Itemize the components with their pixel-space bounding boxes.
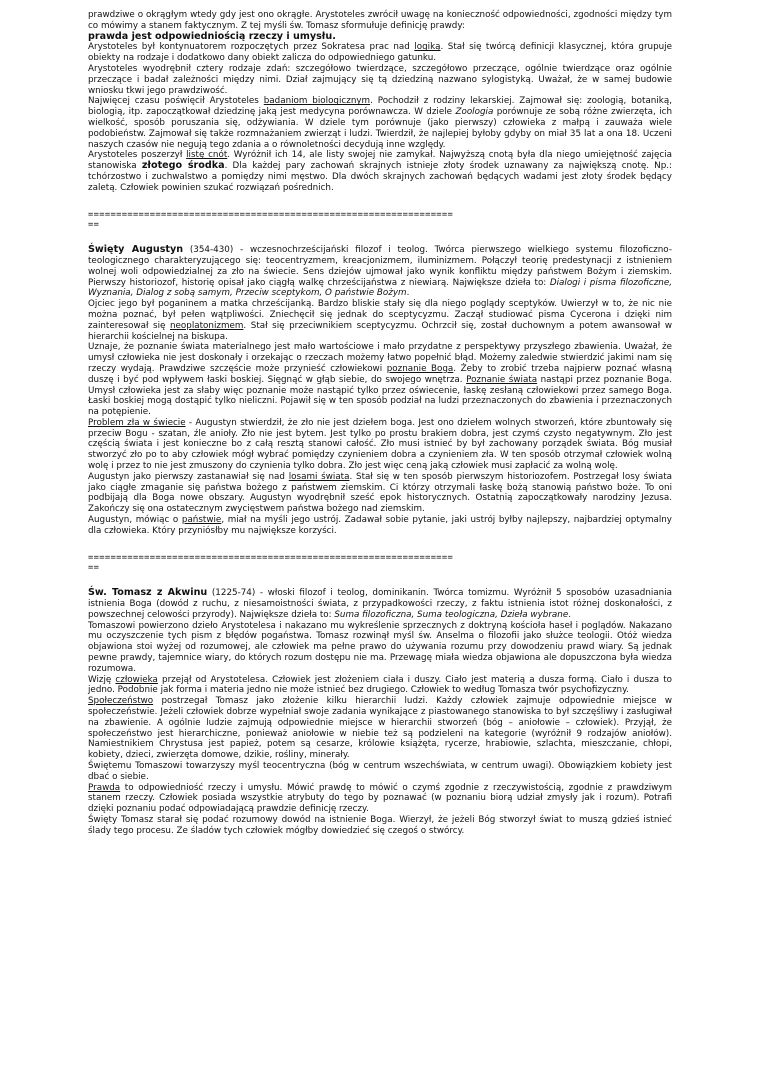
aquinas-paragraph-proof: Święty Tomasz starał się podać rozumowy dowód na istnienie Boga. Wierzył, że jeżeli Bóg stworzył świat to muszą gdzieś istnieć ślady tego procesu. Ze śladów tych człowiek mógłby dowiedzieć się czegoś o stwórcy. xyxy=(88,814,672,836)
golden-mean: złotego środka xyxy=(141,160,225,172)
link-czlowieka[interactable]: człowieka xyxy=(115,674,158,685)
aristotle-paragraph-sentences: Arystoteles wyodrębnił cztery rodzaje zdań: szczegółowo twierdzące, szczegółowo przeczące, ogólnie twierdzące oraz ogólnie przeczące i badał zależności między nimi. Dział zajmujący się tą dziedziną nazwano sylogistyką. Uważał, że w samej budowie wniosku tkwi jego prawdziwość. xyxy=(88,63,672,96)
aquinas-paragraph-society: Społeczeństwo postrzegał Tomasz jako złożenie kilku hierarchii ludzi. Każdy człowiek zajmuje odpowiednie miejsce w społeczeństwie. Jeżeli człowiek dobrze wypełniał swoje zadania wynikające z piastowanego stanowiska to był szczęśliwy i zasługiwał na zbawienie. A ogólnie ludzie zajmują odpowiednie miejsce w hierarchii stworzeń (bóg – aniołowie – człowiek). Przyjął, że społeczeństwo jest hierarchiczne, ponieważ aniołowie w niebie też są podzieleni na kategorie (wyróżnił 9 rodzajów aniołów). Namiestnikiem Chrystusa jest papież, potem są cesarze, królowie książęta, rycerze, hrabiowie, szlachta, mieszczanie, chłopi, kobiety, dzieci, zwierzęta domowe, dzikie, rośliny, minerały. xyxy=(88,696,672,761)
link-spoleczenstwo[interactable]: Społeczeństwo xyxy=(88,696,154,707)
aristotle-paragraph-truth: prawdziwe o okrągłym wtedy gdy jest ono okrągłe. Arystoteles zwrócił uwagę na konieczność odpowiedności, zgodności między tym co mówimy a stanem faktycznym. Z tej myśli św. Tomasz sformułuje definicję prawdy: prawda jest odpowiedniością rzeczy i umysłu. xyxy=(88,10,672,42)
aquinas-paragraph-theocentric: Świętemu Tomaszowi towarzyszy myśl teocentryczna (bóg w centrum wszechświata, w centrum uwagi). Obowiązkiem kobiety jest dbać o siebie. xyxy=(88,761,672,782)
truth-definition: prawda jest odpowiedniością rzeczy i umysłu xyxy=(88,30,333,42)
aquinas-name: Św. Tomasz z Akwinu xyxy=(88,587,208,599)
aristotle-paragraph-logic: Arystoteles był kontynuatorem rozpoczętych przez Sokratesa prac nad logiką. Stał się twórcą definicji klasycznej, która grupuje obiekty na rodzaje i dodatkowo dany obiekt zalicza do odpowiedniego gatunku. xyxy=(88,42,672,64)
link-losami-swiata[interactable]: losami świata xyxy=(288,471,350,482)
aquinas-paragraph-aristotle: Tomaszowi powierzono dzieło Arystotelesa i nakazano mu wykreślenie sprzecznych z doktryną kościoła haseł i poglądów. Nakazano mu oczyszczenie tych pism z błędów pogaństwa. Tomasz rozwinął myśl św. Anselma o filozofii jako służce teologii. Otóż wiedza objawiona stoi wyżej od rozumowej, ale człowiek ma pełne prawo do używania rozumu przy dowodzeniu prawd wiary. Są jednak pewne prawdy, tajemnice wiary, do których rozum dostępu nie ma. Przewagę miała wiedza objawiona ale dopuszczona była wiedza rozumowa. xyxy=(88,620,672,674)
link-liste-cnot[interactable]: listę cnót xyxy=(186,150,228,161)
augustine-paragraph-state: Augustyn, mówiąc o państwie, miał na myśli jego ustrój. Zadawał sobie pytanie, jaki ustrój byłby najlepszy, najbardziej optymalny dla człowieka. Który przyniósłby mu największe korzyści. xyxy=(88,515,672,536)
link-poznanie-boga[interactable]: poznanie Boga xyxy=(386,363,454,374)
link-panstwie[interactable]: państwie xyxy=(181,515,222,526)
aquinas-intro: Św. Tomasz z Akwinu (1225-74) - włoski filozof i teolog, dominikanin. Twórca tomizmu. Wyróżnił 5 sposobów uzasadniania istnienia Boga (dowód z ruchu, z niesamoistności świata, z przypadkowości rzeczy, z faktu istnienia istot różnej doskonałości, z powszechnej celowości przyrody). Największe dzieła to: Suma filozoficzna, Suma teologiczna, Dzieła wybrane. xyxy=(88,587,672,620)
augustine-paragraph-life: Ojciec jego był poganinem a matka chrześcijanką. Bardzo bliskie stały się dla niego poglądy sceptyków. Uwierzył w to, że nic nie można poznać, był pełen wątpliwości. Zniechęcił się jednak do sceptycyzmu. Zaczął studiować pisma Cycerona i dzięki nim zainteresował się neoplatonizmem. Stał się przeciwnikiem sceptycyzmu. Ochrzcił się, został duchownym a potem awansował w hierarchii kościelnej na biskupa. xyxy=(88,299,672,342)
augustine-works: Dialogi i pisma filozoficzne, Wyznania, Dialog z sobą samym, Przeciw sceptykom, O państwie Bożym xyxy=(88,277,672,299)
augustine-intro: Święty Augustyn (354-430) - wczesnochrześcijański filozof i teolog. Twórca pierwszego wielkiego systemu filozoficzno-teologicznego charakteryzującego się: teocentryzmem, kreacjonizmem, iluminizmem. Połączył teorię predestynacji z istnieniem wolnej woli odpowiedzialnej za zło na świecie. Sens dziejów ujmował jako wynik konfliktu między państwem Bożym i ziemskim. Pierwszy historiozof, historię opisał jako ciągłą walkę chrześcijaństwa z niewiarą. Największe dzieła to: Dialogi i pisma filozoficzne, Wyznania, Dialog z sobą samym, Przeciw sceptykom, O państwie Bożym. xyxy=(88,244,672,299)
augustine-paragraph-knowledge: Uznaje, że poznanie świata materialnego jest mało wartościowe i mało przydatne z perspektywy przyszłego zbawienia. Uważał, że umysł człowieka nie jest doskonały i orzekając o rzeczach możemy łatwo popełnić błąd. Możemy zaledwie stwierdzić jakimi nam się rzeczy wydają. Prawdziwe szczęście może przynieść człowiekowi poznanie Boga. Żeby to zrobić trzeba najpierw poznać własną duszę i być pod wpływem łaski boskiej. Sięgnąć w głąb siebie, do swojego wnętrza. Poznanie świata nastąpi przez poznanie Boga. Umysł człowieka jest za słaby więc poznanie może nastąpić tylko przez oświecenie, łaskę zesłaną człowiekowi przez samego Boga. Łaski boskiej mogą dostąpić tylko nieliczni. Pojawił się w ten sposób podział na ludzi przeznaczonych do zbawienia i przeznaczonych na potępienie. xyxy=(88,342,672,418)
aquinas-paragraph-human: Wizję człowieka przejął od Arystotelesa. Człowiek jest złożeniem ciała i duszy. Ciało jest materią a dusza formą. Ciało i dusza to jedno. Podobnie jak forma i materia jedno nie może istnieć bez drugiego. Człowiek to według Tomasza twór psychofizyczny. xyxy=(88,674,672,696)
link-prawda[interactable]: Prawda xyxy=(88,782,121,793)
separator: ================================================================= == xyxy=(88,552,454,574)
aristotle-paragraph-biology: Najwięcej czasu poświęcił Arystoteles badaniom biologicznym. Pochodził z rodziny lekarskiej. Zajmował się: zoologią, botaniką, biologią, itp. zapoczątkował dziedzinę jaką jest medycyna porównawcza. W dziele Zoologia porównuje ze sobą różne zwierzęta, ich wielkość, sposób poruszania się, odżywiania. W dziele tym porównuje (jako pierwszy) człowieka z małpą i zauważa wiele podobieństw. Zajmował się także rozmnażaniem zwierząt i ludzi. Twierdził, że najlepiej byłoby gdyby on miał 35 lat a ona 18. Uczeni naszych czasów nie negują tego zdania a o równoletności decydują inne względy. xyxy=(88,96,672,150)
separator: ================================================================= == xyxy=(88,209,454,231)
augustine-name: Święty Augustyn xyxy=(88,244,184,256)
link-neoplatonizmem[interactable]: neoplatonizmem xyxy=(169,320,244,331)
aquinas-works: Suma filozoficzna, Suma teologiczna, Dzieła wybrane xyxy=(334,609,569,620)
link-logika[interactable]: logiką xyxy=(414,42,441,53)
aquinas-paragraph-truth: Prawda to odpowiedniość rzeczy i umysłu. Mówić prawdę to mówić o czymś zgodnie z rzeczywistością, zgodnie z prawdziwym stanem rzeczy. Człowiek posiada wszystkie atrybuty do tego by poznawać (w poznaniu biorą udział zmysły jak i rozum). Potrafi dzięki poznaniu podać odpowiadającą prawdzie definicję rzeczy. xyxy=(88,782,672,815)
augustine-paragraph-history: Augustyn jako pierwszy zastanawiał się nad losami świata. Stał się w ten sposób pierwszym historiozofem. Postrzegał losy świata jako ciągłe zmaganie się państwa bożego z państwem ziemskim. Ci którzy otrzymali łaskę bożą stanowią państwo boże. To oni podbijają dla Boga nowe obszary. Augustyn wyodrębnił sześć epok historycznych. Ostatnią zapoczątkowały narodziny Jezusa. Zakończy się ona ostatecznym zwycięstwem państwa bożego nad ziemskim. xyxy=(88,471,673,515)
augustine-paragraph-evil: Problem zła w świecie - Augustyn stwierdził, że zło nie jest dziełem boga. Jest ono dziełem wolnych stworzeń, które zbuntowały się przeciw Bogu - szatan, źle anioły. Zło nie jest bytem. Jest tylko po prostu brakiem dobra, jest czymś czysto negatywnym. Zło jest częścią świata i jest konieczne bo z całą resztą stanowi całość. Zło musi istnieć by był zachowany porządek świata. Bóg musiał stworzyć zło po to aby człowiek mógł wybrać pomiędzy czynieniem dobra a czynieniem zła. W ten sposób otrzymał człowiek wolną wolę i przez to nie jest zmuszony do czynienia tylko dobra. Zło jest więc ceną jaką człowiek musi zapłacić za wolną wolę. xyxy=(88,417,672,472)
document-page xyxy=(88,10,672,837)
link-problem-zla[interactable]: Problem zła w świecie xyxy=(88,417,186,428)
aristotle-paragraph-virtues: Arystoteles poszerzył listę cnót. Wyróżnił ich 14, ale listy swojej nie zamykał. Najwyższą cnotą była dla niego umiejętność zajęcia stanowiska złotego środka. Dla każdej pary zachowań skrajnych istnieje złoty środek uznawany za największą cnotę. Np.: tchórzostwo i zuchwalstwo a pomiędzy nimi męstwo. Dla dwóch skrajnych zachowań będących wadami jest złoty środek będący zaletą. Człowiek powinien szukać rozwiązań pośrednich. xyxy=(88,150,672,193)
link-poznanie-swiata[interactable]: Poznanie świata xyxy=(466,374,538,385)
link-badaniom-biologicznym[interactable]: badaniom biologicznym xyxy=(263,96,371,107)
